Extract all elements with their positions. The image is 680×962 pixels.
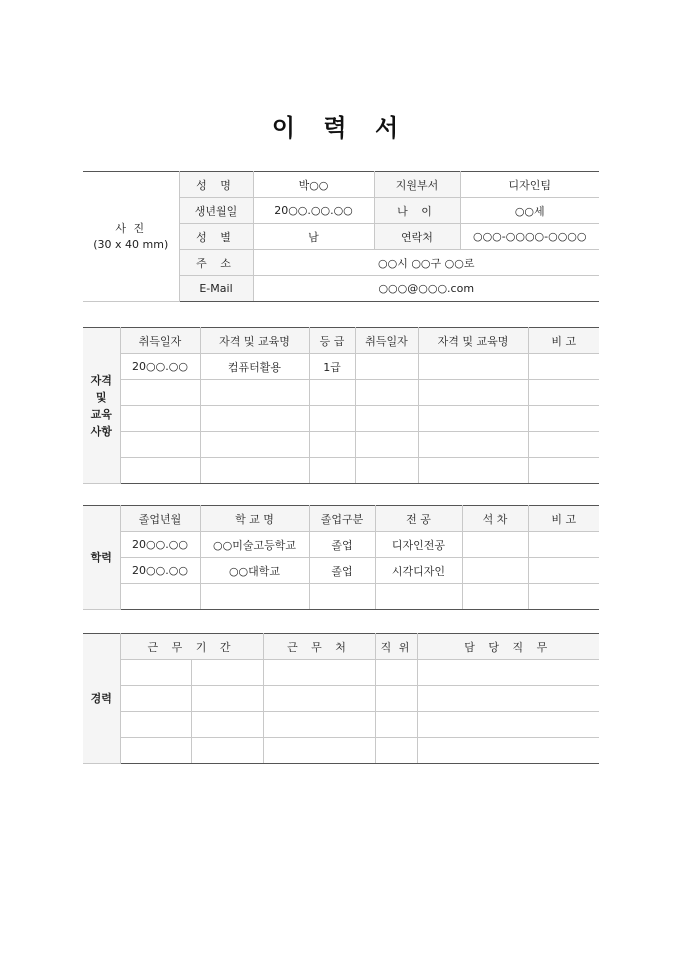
col-header: 학 교 명 xyxy=(200,506,309,532)
table-row xyxy=(83,738,599,764)
age-value: ○○세 xyxy=(460,198,599,224)
age-label: 나 이 xyxy=(374,198,460,224)
table-cell xyxy=(200,406,309,432)
col-header: 취득일자 xyxy=(355,328,418,354)
table-cell: 20○○.○○ xyxy=(120,354,200,380)
contact-value: ○○○-○○○○-○○○○ xyxy=(460,224,599,250)
table-cell xyxy=(309,458,355,484)
col-header: 졸업구분 xyxy=(309,506,375,532)
table-cell xyxy=(528,354,599,380)
name-label: 성 명 xyxy=(179,172,253,198)
qualifications-section-label: 자격 및 교육 사항 xyxy=(83,328,120,484)
table-cell xyxy=(462,584,528,610)
table-cell: 컴퓨터활용 xyxy=(200,354,309,380)
col-header: 비 고 xyxy=(528,328,599,354)
contact-label: 연락처 xyxy=(374,224,460,250)
table-cell xyxy=(417,738,599,764)
table-row xyxy=(83,380,599,406)
col-header: 등 급 xyxy=(309,328,355,354)
table-cell xyxy=(120,406,200,432)
col-header: 졸업년월 xyxy=(120,506,200,532)
table-cell xyxy=(120,380,200,406)
table-cell xyxy=(120,660,191,686)
table-cell xyxy=(120,458,200,484)
col-header: 비 고 xyxy=(528,506,599,532)
email-label: E-Mail xyxy=(179,276,253,302)
dept-label: 지원부서 xyxy=(374,172,460,198)
birth-value: 20○○.○○.○○ xyxy=(253,198,374,224)
gender-value: 남 xyxy=(253,224,374,250)
table-cell xyxy=(418,432,528,458)
table-row xyxy=(83,558,599,584)
career-table xyxy=(83,633,599,764)
table-cell xyxy=(120,712,191,738)
personal-info-table xyxy=(83,171,599,302)
table-cell xyxy=(309,584,375,610)
table-cell xyxy=(309,432,355,458)
table-cell xyxy=(375,660,417,686)
birth-label: 생년월일 xyxy=(179,198,253,224)
col-header: 석 차 xyxy=(462,506,528,532)
col-header: 자격 및 교육명 xyxy=(200,328,309,354)
qualifications-table xyxy=(83,327,599,484)
table-cell xyxy=(528,458,599,484)
col-header: 전 공 xyxy=(375,506,462,532)
table-cell: 졸업 xyxy=(309,532,375,558)
table-cell xyxy=(417,712,599,738)
table-cell xyxy=(263,738,375,764)
table-row xyxy=(83,532,599,558)
email-value: ○○○@○○○.com xyxy=(253,276,599,302)
table-cell xyxy=(528,558,599,584)
resume-title: 이 력 서 xyxy=(271,114,409,142)
table-cell xyxy=(355,458,418,484)
col-header: 자격 및 교육명 xyxy=(418,328,528,354)
table-cell xyxy=(355,432,418,458)
table-cell xyxy=(120,738,191,764)
table-cell xyxy=(528,406,599,432)
table-cell xyxy=(200,584,309,610)
table-cell: ○○대학교 xyxy=(200,558,309,584)
table-cell xyxy=(418,380,528,406)
photo-label: 사 진 xyxy=(115,221,147,235)
education-table xyxy=(83,505,599,610)
table-row xyxy=(83,660,599,686)
table-cell xyxy=(120,432,200,458)
table-row xyxy=(83,406,599,432)
career-section-label: 경력 xyxy=(83,634,120,764)
table-cell xyxy=(417,686,599,712)
table-cell xyxy=(417,660,599,686)
table-cell xyxy=(528,380,599,406)
col-header: 직 위 xyxy=(375,634,417,660)
table-cell xyxy=(191,686,263,712)
table-cell xyxy=(375,686,417,712)
table-cell: 1급 xyxy=(309,354,355,380)
table-cell xyxy=(418,406,528,432)
table-cell xyxy=(355,406,418,432)
table-cell xyxy=(120,686,191,712)
table-row xyxy=(83,354,599,380)
table-cell: 시각디자인 xyxy=(375,558,462,584)
table-cell xyxy=(120,584,200,610)
table-cell xyxy=(200,380,309,406)
table-cell xyxy=(200,458,309,484)
table-cell xyxy=(375,738,417,764)
table-cell: 졸업 xyxy=(309,558,375,584)
table-cell xyxy=(191,738,263,764)
photo-size: (30 x 40 mm) xyxy=(93,237,169,251)
address-value: ○○시 ○○구 ○○로 xyxy=(253,250,599,276)
col-header: 근 무 기 간 xyxy=(120,634,263,660)
col-header: 근 무 처 xyxy=(263,634,375,660)
table-cell: 디자인전공 xyxy=(375,532,462,558)
table-cell xyxy=(355,354,418,380)
table-cell xyxy=(309,380,355,406)
table-cell xyxy=(528,532,599,558)
table-cell xyxy=(528,432,599,458)
table-row xyxy=(83,458,599,484)
address-label: 주 소 xyxy=(179,250,253,276)
table-cell xyxy=(191,660,263,686)
table-cell xyxy=(375,712,417,738)
table-cell: 20○○.○○ xyxy=(120,558,200,584)
table-cell xyxy=(200,432,309,458)
table-row xyxy=(83,432,599,458)
name-value: 박○○ xyxy=(253,172,374,198)
table-row xyxy=(83,686,599,712)
table-cell: ○○미술고등학교 xyxy=(200,532,309,558)
table-cell xyxy=(263,712,375,738)
gender-label: 성 별 xyxy=(179,224,253,250)
table-cell xyxy=(191,712,263,738)
table-cell xyxy=(263,660,375,686)
table-cell xyxy=(355,380,418,406)
table-cell: 20○○.○○ xyxy=(120,532,200,558)
table-cell xyxy=(418,458,528,484)
table-cell xyxy=(309,406,355,432)
photo-box xyxy=(83,172,179,302)
table-row xyxy=(83,584,599,610)
table-cell xyxy=(462,558,528,584)
table-cell xyxy=(263,686,375,712)
table-cell xyxy=(462,532,528,558)
table-cell xyxy=(418,354,528,380)
col-header: 담 당 직 무 xyxy=(417,634,599,660)
col-header: 취득일자 xyxy=(120,328,200,354)
table-cell xyxy=(375,584,462,610)
table-row xyxy=(83,712,599,738)
table-cell xyxy=(528,584,599,610)
dept-value: 디자인팀 xyxy=(460,172,599,198)
education-section-label: 학력 xyxy=(83,506,120,610)
